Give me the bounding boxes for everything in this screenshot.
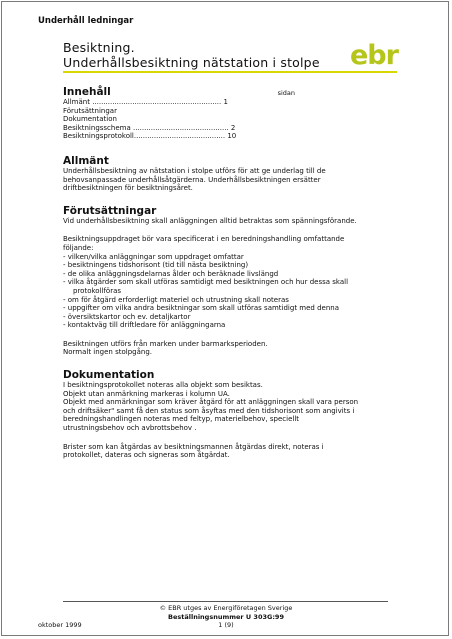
forutsattningar-heading: Förutsättningar — [63, 204, 157, 217]
allmant-line: behovsanpassade underhållsåtgärderna. Underhållsbesiktningen ersätter — [63, 175, 321, 184]
ebr-logo-text: ebr — [350, 40, 398, 71]
closing-line: protokollet, dateras och signeras som åtgärdat. — [63, 451, 230, 460]
toc-row: Dokumentation — [63, 115, 117, 124]
list-intro-line: Besiktningsuppdraget bör vara specificerat i en beredningshandling omfattande — [63, 235, 345, 244]
accent-divider — [63, 71, 397, 73]
toc-row: Allmänt .......................................................... 1 — [63, 98, 228, 106]
list-item: - besiktningens tidshorisont (tid till nästa besiktning) — [63, 261, 249, 270]
allmant-heading: Allmänt — [63, 154, 109, 167]
footer-order-number: Beställningsnummer U 303G:99 — [168, 613, 284, 621]
list-item: - översiktskartor och ev. detaljkartor — [63, 312, 191, 321]
section-header: Underhåll ledningar — [38, 16, 134, 26]
document-body — [63, 86, 393, 460]
list-item: - vilka åtgärder som skall utföras samtidigt med besiktningen och hur dessa skall — [63, 278, 349, 287]
list-item: - kontaktväg till driftledare för anläggningarna — [63, 321, 226, 330]
toc-heading: Innehåll — [63, 86, 111, 98]
list-item: - uppgifter om vilka andra besiktningar som skall utföras samtidigt med denna — [63, 304, 339, 313]
title-line-2: Underhållsbesiktning nätstation i stolpe — [63, 55, 320, 70]
footer-date: oktober 1999 — [38, 621, 82, 629]
list-item: protokollföras — [73, 286, 122, 295]
dokumentation-line: utrustningsbehov och avbrottsbehov . — [63, 424, 197, 433]
outro-line: Normalt ingen stolpgång. — [63, 348, 152, 357]
dokumentation-line: beredningshandlingen noteras med feltyp, materielbehov, speciellt — [63, 415, 300, 424]
allmant-line: driftbesiktningen för besiktningsåret. — [63, 184, 193, 193]
dokumentation-line: Objekt med anmärkningar som kräver åtgärd för att anläggningen skall vara person — [63, 398, 359, 407]
list-item: - de olika anläggningsdelarnas ålder och beräknade livslängd — [63, 269, 279, 278]
footer-divider — [63, 601, 388, 602]
forutsattningar-intro: Vid underhållsbesiktning skall anläggningen alltid betraktas som spänningsförande. — [63, 216, 357, 225]
dokumentation-line: I besiktningsprotokollet noteras alla objekt som besiktas. — [63, 381, 263, 390]
dokumentation-line: och driftsäker" samt få den status som åsyftas med den tidshorisont som angivits i — [63, 406, 355, 415]
dokumentation-heading: Dokumentation — [63, 369, 155, 382]
toc-page-label: sidan — [277, 89, 295, 98]
toc-row: Besiktningsschema ........................................... 2 — [63, 123, 236, 132]
page-title — [63, 40, 320, 70]
outro-line: Besiktningen utförs från marken under barmarksperioden. — [63, 339, 268, 348]
list-intro-line: följande: — [63, 243, 94, 252]
toc-list — [63, 98, 393, 141]
dokumentation-line: Objekt utan anmärkning markeras i kolumn UA. — [63, 389, 230, 398]
ebr-logo — [350, 40, 400, 71]
list-item: - vilken/vilka anläggningar som uppdraget omfattar — [63, 252, 244, 261]
toc-header — [63, 86, 295, 98]
title-line-1: Besiktning. — [63, 40, 135, 55]
closing-line: Brister som kan åtgärdas av besiktningsmannen åtgärdas direkt, noteras i — [63, 442, 324, 451]
footer-page-number: 1 (9) — [218, 621, 234, 629]
allmant-line: Underhållsbesiktning av nätstation i stolpe utförs för att ge underlag till de — [63, 166, 326, 175]
toc-row: Förutsättningar — [63, 106, 117, 115]
footer-publisher: © EBR utges av Energiföretagen Sverige — [159, 604, 293, 612]
toc-row: Besiktningsprotokoll......................................... 10 — [63, 132, 237, 141]
list-item: - om för åtgärd erforderligt materiel och utrustning skall noteras — [63, 295, 289, 304]
